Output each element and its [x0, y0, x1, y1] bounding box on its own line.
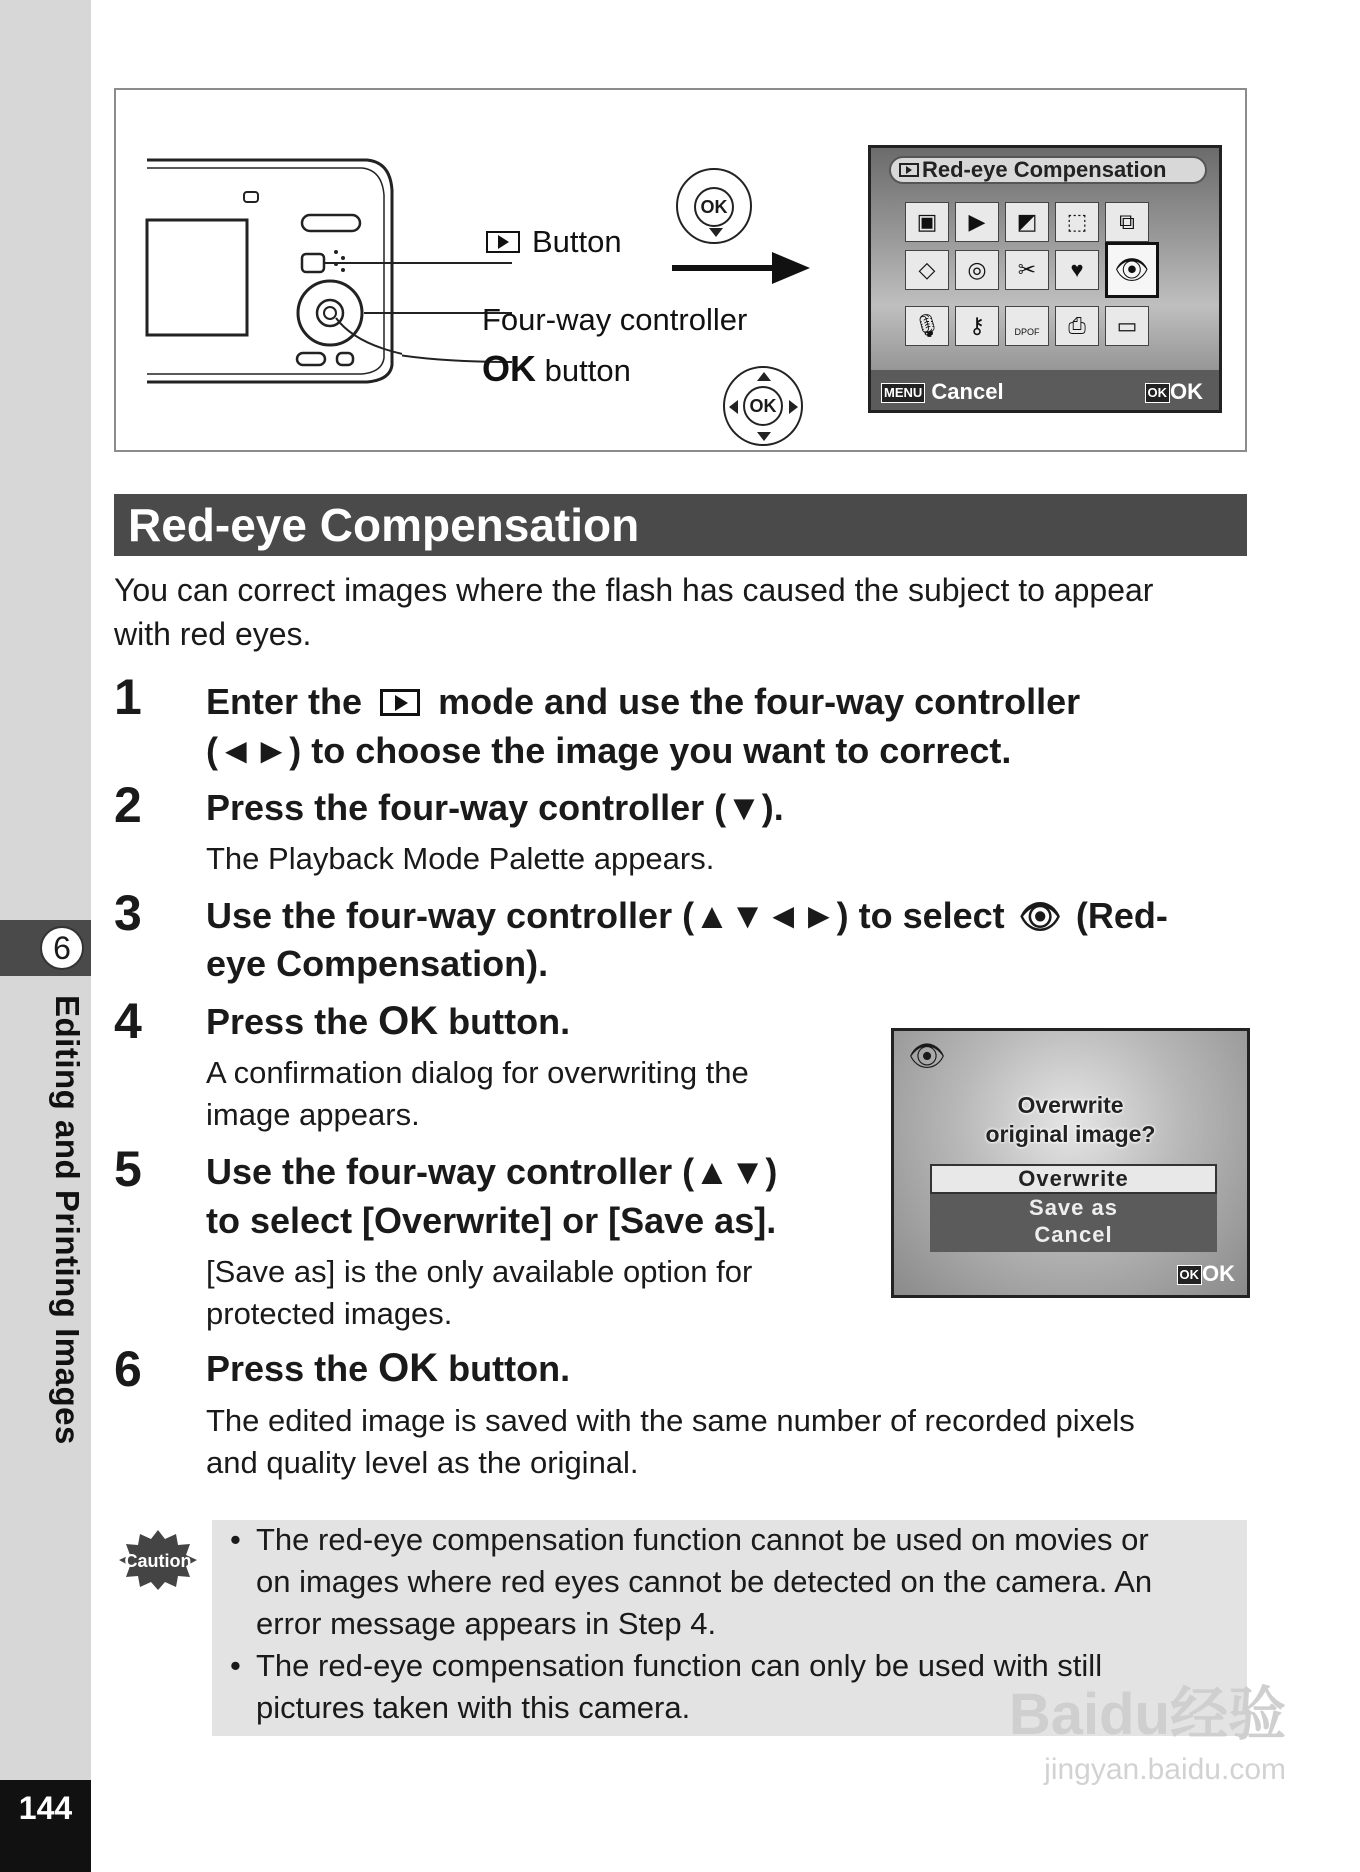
playback-icon[interactable]: ▶ — [955, 202, 999, 242]
step-6-body-line-2: and quality level as the original. — [206, 1445, 639, 1480]
step-2-number: 2 — [114, 777, 142, 833]
page-number: 144 — [18, 1790, 73, 1826]
section-title: Red-eye Compensation — [128, 499, 640, 551]
palette-title: Red-eye Compensation — [889, 156, 1207, 184]
step-5-body-line-1: [Save as] is the only available option for — [206, 1254, 753, 1289]
red-eye-icon: 👁 — [908, 1040, 947, 1073]
ok-hint[interactable]: OK OK — [1177, 1261, 1236, 1287]
intro-text: You can correct images where the flash has caused the subject to appear with red eyes. — [114, 572, 1154, 652]
overwrite-option[interactable]: Overwrite — [930, 1164, 1217, 1194]
step-6-number: 6 — [114, 1341, 142, 1397]
chapter-title: Editing and Printing Images — [49, 995, 86, 1445]
overwrite-dialog-screen — [891, 1028, 1250, 1298]
ok-glyph: OK — [378, 1346, 439, 1390]
chapter-number: 6 — [40, 926, 84, 970]
dpof-icon[interactable]: DPOF — [1005, 306, 1049, 346]
baidu-watermark: Baidu经验 jingyan.baidu.com — [1008, 1682, 1286, 1786]
caution-bullet-2: • The red-eye compensation function can only be used with still pictures taken with this camera. — [230, 1648, 1103, 1725]
resize-icon[interactable]: ◩ — [1005, 202, 1049, 242]
step-2-heading: Press the four-way controller (▼). — [206, 787, 784, 828]
step-1-number: 1 — [114, 669, 142, 725]
slideshow-icon[interactable]: ▣ — [905, 202, 949, 242]
playback-mode-icon — [899, 163, 919, 177]
step-4-body-line-2: image appears. — [206, 1097, 420, 1132]
step-4-heading: Press the OK button. — [206, 999, 571, 1043]
step-4-number: 4 — [114, 993, 142, 1049]
dialog-question: Overwrite original image? — [985, 1092, 1156, 1147]
step-3-heading: Use the four-way controller (▲▼◄►) to select 👁 (Red- — [206, 895, 1168, 936]
caution-bullet-1: • The red-eye compensation function cannot be used on movies or on images where red eyes cannot be detected on the camera. An error message appears in Step 4. — [230, 1522, 1153, 1641]
step-5-body-line-2: protected images. — [206, 1296, 453, 1331]
ok-button-label: OK button — [482, 348, 631, 389]
ok-button-icon: OK — [676, 168, 752, 244]
step-1-heading: Enter the mode and use the four-way controller — [206, 681, 1081, 722]
playback-button-label: Button — [486, 224, 622, 260]
playback-palette-screen — [868, 145, 1222, 413]
step-6-heading: Press the OK button. — [206, 1346, 571, 1390]
four-way-controller-icon: OK — [723, 366, 803, 446]
ok-glyph: OK — [378, 999, 439, 1043]
right-arrow-icon — [672, 248, 812, 288]
step-1-heading-line-2: (◄►) to choose the image you want to correct. — [206, 730, 1012, 771]
movie-edit-icon[interactable]: ✂ — [1005, 250, 1049, 290]
dialog-options — [930, 1194, 1217, 1252]
rotate-icon[interactable]: ◇ — [905, 250, 949, 290]
start-screen-icon[interactable]: ▭ — [1105, 306, 1149, 346]
four-way-controller-label: Four-way controller — [482, 302, 748, 337]
palette-grid — [905, 202, 1195, 346]
ok-hint[interactable]: OK OK — [1145, 379, 1204, 405]
print-icon[interactable]: ⎙ — [1055, 306, 1099, 346]
red-eye-icon: 👁 — [1018, 898, 1062, 936]
cancel-option[interactable]: Cancel — [1034, 1222, 1113, 1247]
step-3-number: 3 — [114, 885, 142, 941]
step-4-body-line-1: A confirmation dialog for overwriting the — [206, 1055, 749, 1090]
red-eye-icon[interactable]: 👁 — [1105, 242, 1159, 298]
save-as-option[interactable]: Save as — [1029, 1195, 1118, 1220]
protect-icon[interactable]: ⚷ — [955, 306, 999, 346]
camera-back-illustration — [142, 150, 402, 390]
caution-badge-text: Caution — [124, 1551, 192, 1571]
step-3-heading-line-2: eye Compensation). — [206, 943, 549, 984]
filter-icon[interactable]: ◎ — [955, 250, 999, 290]
step-6-body-line-1: The edited image is saved with the same number of recorded pixels — [206, 1403, 1135, 1438]
playback-icon — [380, 689, 420, 716]
image-copy-icon[interactable]: ⧉ — [1105, 202, 1149, 242]
step-5-heading: Use the four-way controller (▲▼) — [206, 1151, 778, 1192]
step-5-heading-line-2: to select [Overwrite] or [Save as]. — [206, 1200, 777, 1241]
step-2-body: The Playback Mode Palette appears. — [206, 841, 715, 876]
cropping-icon[interactable]: ⬚ — [1055, 202, 1099, 242]
playback-icon — [486, 231, 520, 253]
cancel-hint[interactable]: MENU Cancel — [881, 379, 1004, 405]
palette-bottom-bar — [871, 370, 1219, 410]
caution-badge-icon — [118, 1530, 198, 1590]
voice-memo-icon[interactable]: 🎙 — [905, 306, 949, 346]
step-5-number: 5 — [114, 1141, 142, 1197]
frame-icon[interactable]: ♥ — [1055, 250, 1099, 290]
